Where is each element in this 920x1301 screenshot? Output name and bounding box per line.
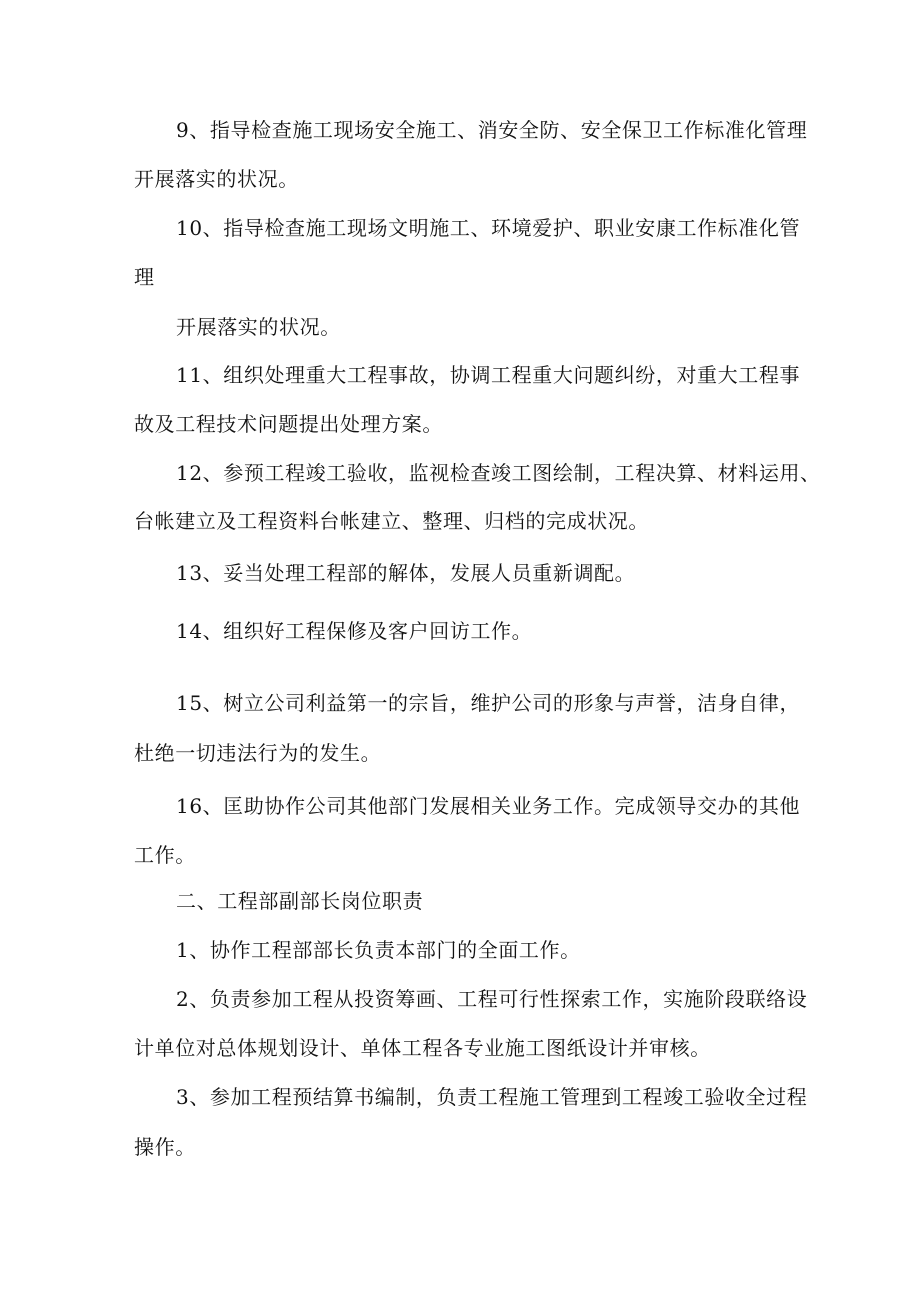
- duty-2-line-1: 2、负责参加工程从投资筹画、工程可行性探索工作，实施阶段联络设: [176, 987, 808, 1011]
- duty-2-line-2: 计单位对总体规划设计、单体工程各专业施工图纸设计并审核。: [134, 1036, 711, 1060]
- para-9-line-2: 开展落实的状况。: [134, 167, 299, 191]
- para-12-line-1: 12、参预工程竣工验收，监视检查竣工图绘制，工程决算、材料运用、: [176, 461, 821, 485]
- para-16-line-1: 16、匡助协作公司其他部门发展相关业务工作。完成领导交办的其他: [176, 794, 801, 818]
- section-heading: 二、工程部副部长岗位职责: [176, 889, 424, 913]
- duty-3-line-1: 3、参加工程预结算书编制，负责工程施工管理到工程竣工验收全过程: [176, 1085, 808, 1109]
- para-10-line-2: 理: [134, 265, 155, 289]
- para-9-line-1: 9、指导检查施工现场安全施工、消安全防、安全保卫工作标准化管理: [176, 118, 808, 142]
- duty-1: 1、协作工程部部长负责本部门的全面工作。: [176, 938, 581, 962]
- para-13: 13、妥当处理工程部的解体，发展人员重新调配。: [176, 561, 636, 585]
- para-15-line-2: 杜绝一切违法行为的发生。: [134, 741, 382, 765]
- para-11-line-2: 故及工程技术问题提出处理方案。: [134, 412, 443, 436]
- duty-3-line-2: 操作。: [134, 1135, 196, 1159]
- para-11-line-1: 11、组织处理重大工程事故，协调工程重大问题纠纷，对重大工程事: [176, 363, 801, 387]
- para-14: 14、组织好工程保修及客户回访工作。: [176, 619, 533, 643]
- para-16-line-2: 工作。: [134, 843, 196, 867]
- para-12-line-2: 台帐建立及工程资料台帐建立、整理、归档的完成状况。: [134, 509, 649, 533]
- para-10-line-1: 10、指导检查施工现场文明施工、环境爱护、职业安康工作标准化管: [176, 216, 801, 240]
- para-15-line-1: 15、树立公司利益第一的宗旨，维护公司的形象与声誉，洁身自律，: [176, 691, 801, 715]
- para-10-continuation: 开展落实的状况。: [176, 315, 341, 339]
